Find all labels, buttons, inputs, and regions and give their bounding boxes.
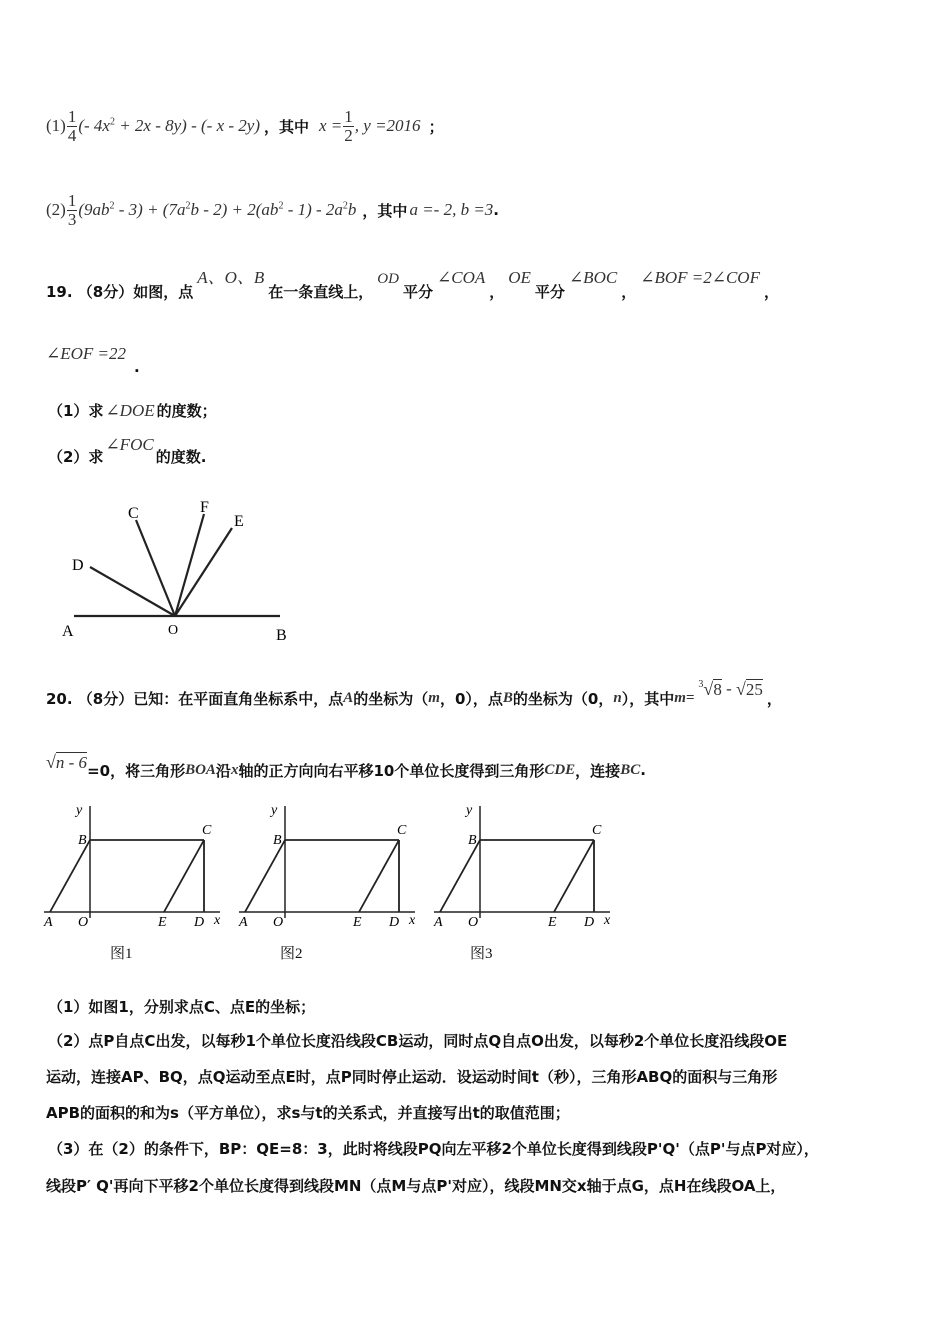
svg-text:D: D <box>194 915 205 930</box>
q18-p1-cond-fraction: $\frac{1}{2}$ <box>344 106 353 145</box>
q20-figure-2 <box>235 800 435 930</box>
ray-oe <box>175 528 232 616</box>
q19-points: A、O、B <box>197 268 265 287</box>
svg-text:D: D <box>389 915 400 930</box>
svg-text:A: A <box>239 915 248 930</box>
svg-text:y: y <box>76 803 83 818</box>
svg-text:A: A <box>434 915 443 930</box>
svg-text:C: C <box>397 823 407 838</box>
q20-figure-3 <box>430 800 630 930</box>
q19-angle-foc: ∠FOC <box>105 435 154 454</box>
q18-p1-fraction: $\frac{1}{4}$ <box>67 106 77 145</box>
ray-of <box>175 514 204 616</box>
q19-angle-doe: ∠DOE <box>105 400 155 420</box>
q19-oe: OE <box>508 268 531 287</box>
label-b: B <box>276 627 287 644</box>
q18-p2-where: ，其中 <box>362 201 408 220</box>
label-e: E <box>234 513 244 530</box>
q18-p2-label: (2) <box>46 200 66 219</box>
q18-p1-label: (1) <box>46 116 66 135</box>
svg-text:O: O <box>273 915 284 930</box>
q18-p2-end: . <box>493 201 499 219</box>
q20-sub2-line2: 运动，连接AP、BQ，点Q运动至点E时，点P同时停止运动．设运动时间t（秒），三角形ABQ的面积与三角形 <box>46 1068 778 1086</box>
q20-figure-1 <box>40 800 240 930</box>
svg-text:O: O <box>468 915 479 930</box>
svg-text:y: y <box>271 803 278 818</box>
q19-text-1: 在一条直线上， <box>268 283 374 301</box>
q18-p1-end: ； <box>428 117 444 136</box>
svg-text:E: E <box>353 915 362 930</box>
q19-text-5: ， <box>621 283 637 301</box>
svg-text:x: x <box>604 913 611 928</box>
q20-sub2-line3: APB的面积的和为s（平方单位），求s与t的关系式，并直接写出t的取值范围； <box>46 1104 570 1122</box>
q20-sub3-line2: 线段P′ Q'再向下平移2个单位长度得到线段MN（点M与点P'对应），线段MN交x轴于点G，点H在线段OA上， <box>46 1177 786 1195</box>
svg-text:B: B <box>78 833 87 848</box>
q18-part1 <box>46 104 444 148</box>
label-o: O <box>168 623 179 638</box>
q19-od: OD <box>377 271 399 287</box>
q19-eof-end: . <box>134 358 140 376</box>
q19-relation: ∠BOF =2∠COF <box>640 268 760 287</box>
q18-p1-expr: (- $4x^2 + 2x - 8y$) - (- x - 2y) <box>78 116 260 135</box>
q19-angle-eof: ∠EOF =22 <box>46 344 127 363</box>
q20-sqrt-25: √25 <box>735 678 763 699</box>
q18-p1-cond-y: , y =2016 <box>354 116 421 135</box>
q19-angle-figure <box>44 494 304 649</box>
q19-angle-boc: ∠BOC <box>568 268 618 287</box>
q19-sub1: （1）求 ∠DOE 的度数； <box>48 400 217 420</box>
q20-caption-2: 图2 <box>280 946 303 962</box>
label-a: A <box>62 623 74 640</box>
svg-text:C: C <box>202 823 212 838</box>
q18-p1-cond-x: x = <box>319 116 343 135</box>
ray-oc <box>136 520 175 616</box>
svg-text:O: O <box>78 915 89 930</box>
q19-text-6: ， <box>763 283 779 301</box>
svg-text:D: D <box>584 915 595 930</box>
q20-caption-1: 图1 <box>110 946 133 962</box>
label-c: C <box>128 505 139 522</box>
q18-part2 <box>46 188 499 232</box>
q18-p1-where: ，其中 <box>263 117 309 136</box>
q20-line1: 20. （8分）已知：在平面直角坐标系中，点 A 的坐标为（ m ，0），点 B 的坐标为（0， n ），其中 m= $^3$√8 - √25 ， <box>46 678 782 708</box>
svg-text:x: x <box>214 913 221 928</box>
svg-text:y: y <box>466 803 473 818</box>
q19-statement <box>46 268 779 302</box>
label-d: D <box>72 557 84 574</box>
label-f: F <box>200 499 209 516</box>
ray-od <box>90 567 175 616</box>
svg-text:B: B <box>468 833 477 848</box>
q19-text-3: ， <box>489 283 505 301</box>
q19-text-2: 平分 <box>402 283 433 301</box>
q20-sub2-line1: （2）点P自点C出发，以每秒1个单位长度沿线段CB运动，同时点Q自点O出发，以每秒2个单位长度沿线段OE <box>48 1032 788 1050</box>
q19-text-4: 平分 <box>534 283 565 301</box>
q19-sub2: （2）求 ∠FOC 的度数. <box>48 435 207 466</box>
q20-sub1: （1）如图1，分别求点C、点E的坐标； <box>48 998 316 1016</box>
svg-text:E: E <box>548 915 557 930</box>
q20-line2: √n - 6 =0，将三角形 BOA 沿 x 轴的正方向向右平移10个单位长度得到三角形 CDE ，连接 BC . <box>46 751 646 780</box>
svg-text:A: A <box>44 915 53 930</box>
q18-p2-fraction: $\frac{1}{3}$ <box>67 190 77 229</box>
q20-sqrt-n6: √n - 6 <box>46 751 88 772</box>
q18-p2-expr: $(9ab^2 - 3) + (7a^2b - 2) + 2(ab^2 - 1) - 2a^2b$ <box>78 200 357 219</box>
q20-caption-3: 图3 <box>470 946 493 962</box>
q18-p2-cond: a =- 2, b =3 <box>409 200 494 219</box>
q19-intro: 19. （8分）如图，点 <box>46 283 194 301</box>
q20-sub3-line1: （3）在（2）的条件下，BP：QE=8：3，此时将线段PQ向左平移2个单位长度得到线段P'Q'（点P'与点P对应）， <box>48 1140 819 1158</box>
svg-text:B: B <box>273 833 282 848</box>
q19-eof <box>46 344 140 376</box>
svg-text:E: E <box>158 915 167 930</box>
q20-cube-root: $^3$√8 <box>698 678 722 699</box>
q19-angle-coa: ∠COA <box>436 268 486 287</box>
svg-text:C: C <box>592 823 602 838</box>
svg-text:x: x <box>409 913 416 928</box>
